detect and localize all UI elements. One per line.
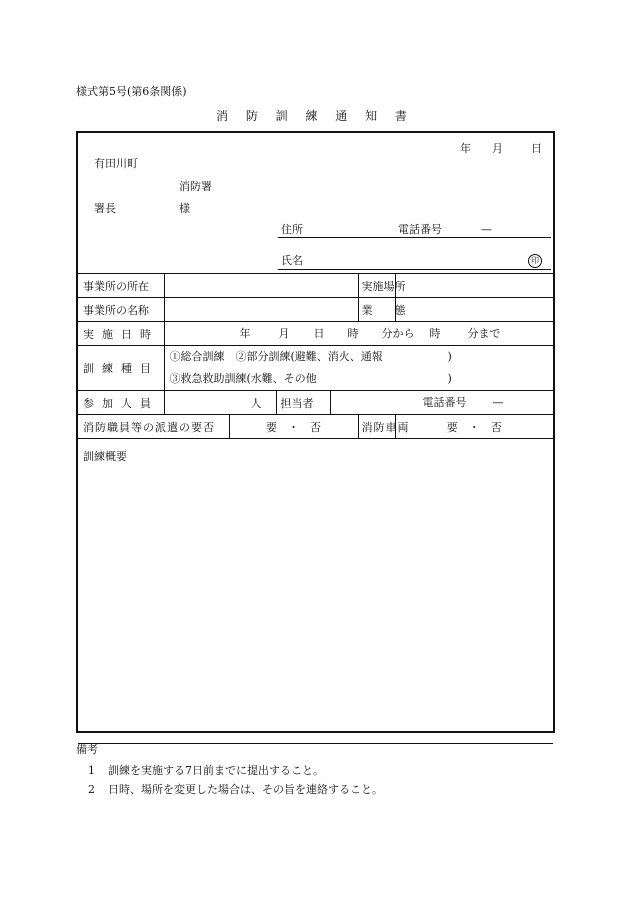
training-type-value [164, 346, 553, 391]
date-year-label: 年 [460, 142, 471, 155]
remark-text: 訓練を実施する7日前までに提出すること。 [108, 764, 324, 777]
table-row [78, 274, 553, 298]
form-box [76, 131, 555, 733]
address-label: 住所 [281, 223, 303, 236]
business-type-value [395, 298, 553, 322]
summary-cell [78, 439, 553, 744]
dispatch-choice: 要 ・ 否 [229, 415, 358, 439]
contact-phone-label: 電話番号 [422, 396, 467, 409]
table-row [78, 322, 553, 346]
dt-until: 分まで [467, 327, 501, 340]
business-type-label: 業 態 [358, 298, 395, 322]
dt-year: 年 [239, 327, 251, 340]
applicant-phone-label: 電話番号 [398, 223, 442, 236]
datetime-label: 実施日時 [78, 322, 164, 346]
dt-hour2: 時 [429, 327, 441, 340]
form-number: 様式第5号(第6条関係) [76, 85, 187, 98]
applicant-phone-dash: — [481, 223, 492, 236]
office-location-label: 事業所の所在 [78, 274, 164, 298]
contact-phone-dash: — [492, 396, 504, 409]
table-row [78, 346, 553, 391]
remarks-heading: 備考 [76, 743, 98, 756]
training-line1-close: ) [447, 350, 452, 363]
summary-label: 訓練概要 [83, 450, 127, 463]
vehicle-label: 消防車両 [358, 415, 395, 439]
venue-label: 実施場所 [358, 274, 395, 298]
person-in-charge-label: 担当者 [276, 391, 330, 415]
seal-icon: 印 [528, 254, 542, 268]
name-underline [278, 269, 551, 270]
remark-num: 2 [88, 783, 95, 796]
table-row [78, 439, 553, 744]
participants-label: 参加人員 [78, 391, 164, 415]
training-line2-close: ) [447, 372, 452, 385]
table-row [78, 298, 553, 322]
datetime-value [164, 322, 553, 346]
dt-month: 月 [278, 327, 290, 340]
office-name-value [164, 298, 358, 322]
date-day-label: 日 [531, 142, 542, 155]
remark-text: 日時、場所を変更した場合は、その旨を連絡すること。 [108, 783, 383, 796]
town-name: 有田川町 [94, 157, 138, 170]
honorific-sama: 様 [179, 202, 190, 215]
table-row [78, 391, 553, 415]
venue-value [395, 274, 553, 298]
form-table [78, 273, 553, 744]
date-month-label: 月 [492, 142, 503, 155]
dt-hour: 時 [347, 327, 359, 340]
contact-phone-cell [330, 391, 553, 415]
dispatch-label: 消防職員等の派遣の要否 [78, 415, 229, 439]
remark-num: 1 [88, 764, 95, 777]
fire-station-label: 消防署 [179, 180, 212, 193]
training-option-line2: ③救急救助訓練(水難、その他 [169, 372, 317, 385]
training-option-line1: ①総合訓練 ②部分訓練(避難、消火、通報 [169, 350, 383, 363]
form-title: 消 防 訓 練 通 知 書 [216, 109, 414, 123]
office-location-value [164, 274, 358, 298]
dt-day: 日 [313, 327, 325, 340]
seal-mark [528, 254, 542, 268]
name-label: 氏名 [281, 254, 303, 267]
chief-label: 署長 [94, 202, 116, 215]
table-row [78, 415, 553, 439]
vehicle-choice: 要 ・ 否 [395, 415, 553, 439]
office-name-label: 事業所の名称 [78, 298, 164, 322]
training-type-label: 訓練種目 [78, 346, 164, 391]
persons-unit: 人 [250, 396, 262, 410]
dt-from: 分から [381, 327, 415, 340]
participants-value [164, 391, 276, 415]
address-underline [278, 237, 551, 238]
